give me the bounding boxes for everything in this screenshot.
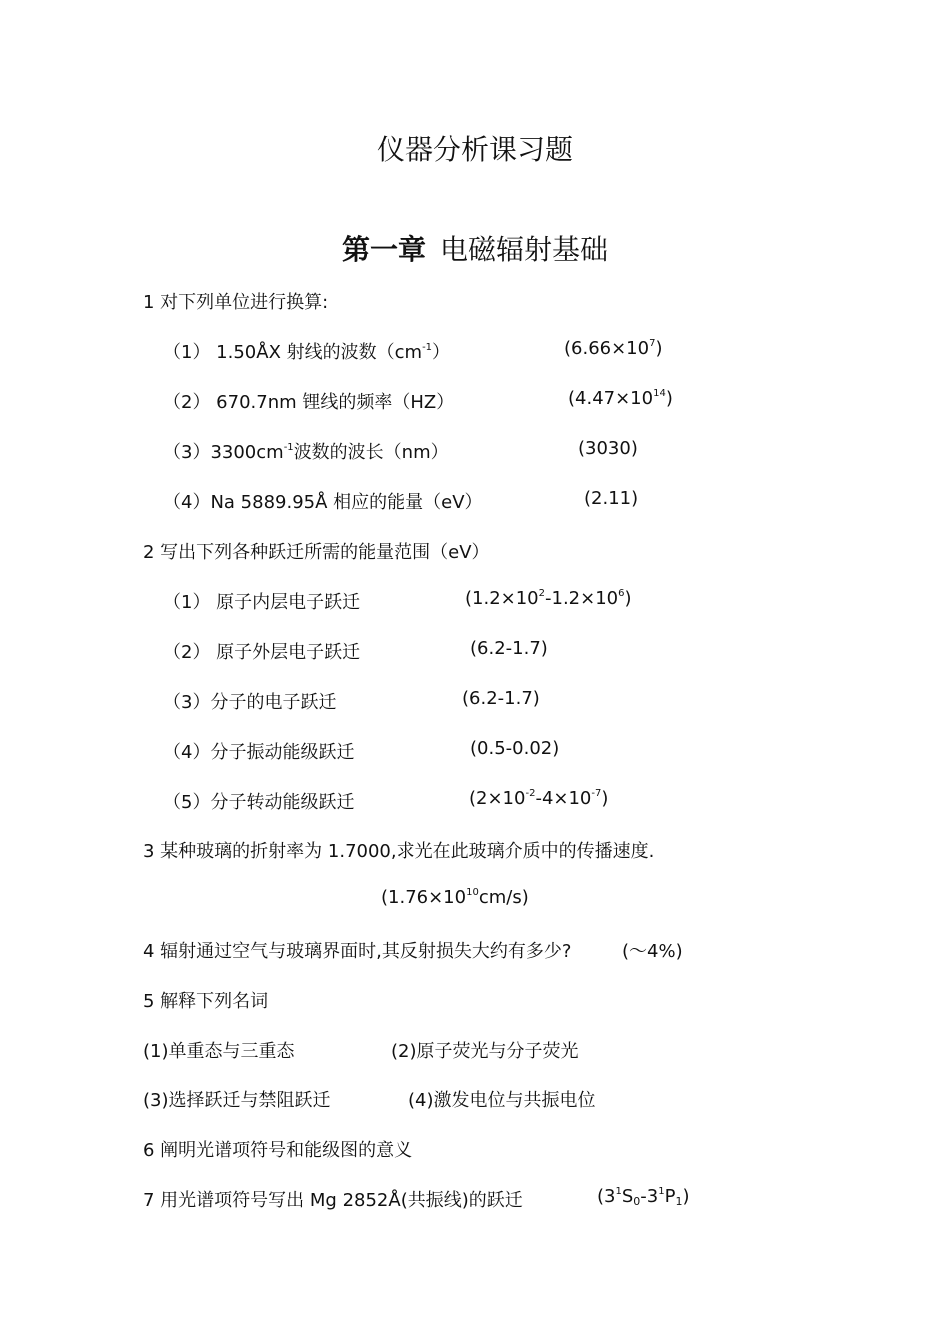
- q1-item-2-label: （2） 670.7nm 锂线的频率（HZ）: [163, 392, 455, 413]
- q1-item-1-label: （1） 1.50ÅX 射线的波数$(cm^{-1})$: [163, 342, 451, 363]
- chapter-heading: [0, 228, 950, 268]
- q2-item-1-label: （1） 原子内层电子跃迁: [163, 592, 361, 613]
- q2-item-4-answer: (0.5-0.02): [470, 738, 560, 759]
- question-4-answer: (～4%): [622, 941, 683, 962]
- q5-term-1: (1)单重态与三重态: [143, 1041, 295, 1062]
- chapter-number: 第一章: [341, 233, 426, 266]
- q2-item-3-answer: (6.2-1.7): [462, 688, 540, 709]
- q2-item-2-answer: (6.2-1.7): [470, 638, 548, 659]
- q2-item-2-label: （2） 原子外层电子跃迁: [163, 642, 361, 663]
- question-3-answer: $(1.76\times 10^{10}cm/s)$: [381, 887, 529, 908]
- q5-term-4: (4)激发电位与共振电位: [408, 1090, 596, 1111]
- q2-item-3-label: （3）分子的电子跃迁: [163, 692, 337, 713]
- q2-item-1-answer: $(1.2\times 10^2-1.2\times 10^6)$: [465, 588, 632, 609]
- q5-term-2: (2)原子荧光与分子荧光: [391, 1041, 579, 1062]
- q2-item-5-answer: $(2\times 10^{-2}-4\times 10^{-7})$: [469, 788, 609, 809]
- question-6-text: 6 阐明光谱项符号和能级图的意义: [143, 1140, 413, 1161]
- q1-item-3-label: $(3)3300cm^{-1}$波数的波长（nm）: [163, 442, 449, 463]
- q1-item-3-answer: (3030): [578, 438, 638, 459]
- q1-item-2-answer: $(4.47\times 10^{14})$: [568, 388, 673, 409]
- document-title: 仪器分析课习题: [376, 133, 573, 166]
- question-5-text: 5 解释下列名词: [143, 991, 269, 1012]
- question-4-text: 4 辐射通过空气与玻璃界面时,其反射损失大约有多少?: [143, 941, 572, 962]
- question-7-text: 7 用光谱项符号写出 Mg 2852Å(共振线)的跃迁: [143, 1190, 523, 1211]
- question-1-text: 1 对下列单位进行换算:: [143, 292, 329, 313]
- q5-term-3: (3)选择跃迁与禁阻跃迁: [143, 1090, 331, 1111]
- question-7-answer: $(3^1S_0-3^1P_1)$: [597, 1186, 690, 1208]
- q2-item-4-label: （4）分子振动能级跃迁: [163, 742, 355, 763]
- chapter-name: 电磁辐射基础: [440, 233, 609, 266]
- q1-item-4-answer: (2.11): [584, 488, 639, 509]
- question-2-text: 2 写出下列各种跃迁所需的能量范围（eV）: [143, 542, 490, 563]
- q1-item-1-answer: $(6.66\times 10^7)$: [564, 338, 663, 359]
- question-3-text: 3 某种玻璃的折射率为 1.7000,求光在此玻璃介质中的传播速度.: [143, 841, 655, 862]
- q2-item-5-label: （5）分子转动能级跃迁: [163, 792, 355, 813]
- q1-item-4-label: （4）Na 5889.95Å 相应的能量（eV）: [163, 492, 483, 513]
